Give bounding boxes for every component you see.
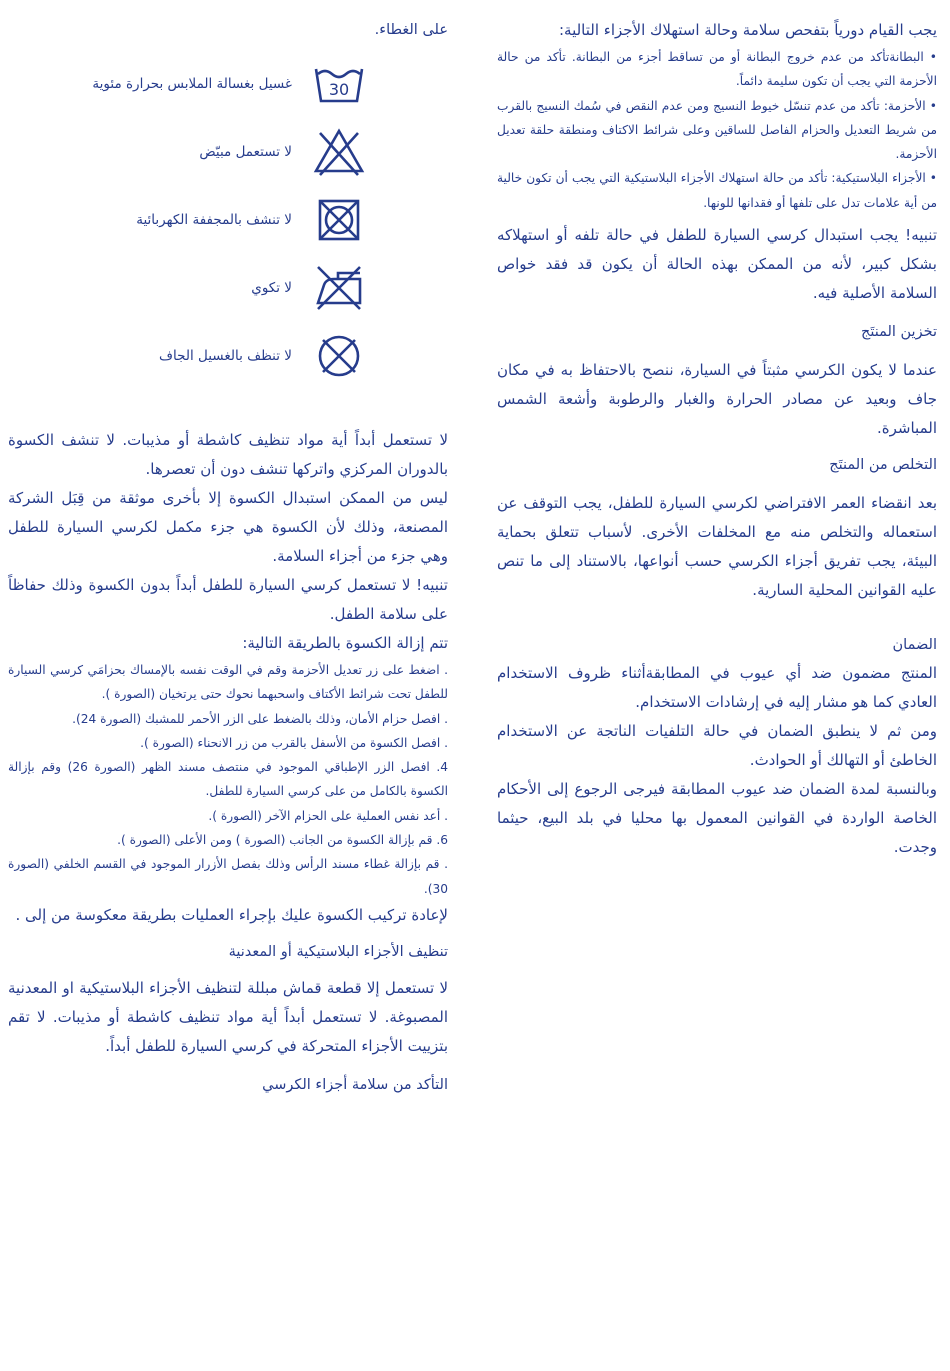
left-column [8, 0, 448, 1099]
check-plastic: • الأجزاء البلاستيكية: تأكد من حالة استهلاك الأجزاء البلاستيكية التي يجب أن تكون خالية من أية علامات تدل على تلفها أو فقدانها للونها. [497, 171, 937, 210]
warranty-title: الضمان [892, 637, 937, 654]
care-row-dryclean [8, 322, 368, 390]
wash-30-icon [310, 55, 368, 113]
check-belts: • الأحزمة: تأكد من عدم تنسّل خيوط النسيج ومن عدم النقص في سُمك النسيج بالقرب من شريط التعديل والحزام الفاصل للساقين وعلى شرائط الاكتاف ومنطقة حلقة تعديل الأحزمة. [497, 98, 937, 162]
replace-warning: تنبيه! يجب استبدال كرسي السيارة للطفل في حالة تلفه أو استهلاكه بشكل كبير، لأنه من الممكن بهذه الحالة أن يكون قد فقد خواص السلامة الأصلية فيه. [497, 226, 937, 303]
removal-step-4: 4. افصل الزر الإطباقي الموجود في منتصف مسند الظهر (الصورة 26) وقم بإزالة الكسوة بالكامل من على كرسي السيارة للطفل. [8, 760, 448, 799]
removal-step-5: . أعد نفس العملية على الحزام الآخر (الصورة ). [208, 808, 448, 823]
cleaning-para-3: تنبيه! لا تستعمل كرسي السيارة للطفل أبداً بدون الكسوة وذلك حفاظاً على سلامة الطفل. [8, 576, 448, 623]
warranty-para-2: ومن ثم لا ينطبق الضمان في حالة التلفيات الناتجة عن الاستخدام الخاطئ أو التهالك أو الحوادث. [497, 722, 937, 770]
check-lining: • البطانةتأكد من عدم خروج البطانة أو من تساقط أجزء من البطانة. تأكد من حالة الأحزمة التي يجب أن تكون سليمة دائماً. [497, 50, 937, 89]
no-dry-clean-icon [310, 327, 368, 385]
care-row-iron [8, 254, 368, 322]
removal-step-6: 6. قم بإزالة الكسوة من الجانب (الصورة ) ومن الأعلى (الصورة ). [117, 833, 448, 848]
care-symbols [8, 50, 368, 390]
care-row-bleach [8, 118, 368, 186]
care-text-dryclean: لا تنظف بالغسيل الجاف [159, 348, 292, 364]
removal-intro: تتم إزالة الكسوة بالطريقة التالية: [242, 634, 448, 652]
no-bleach-icon [310, 123, 368, 181]
storage-title: تخزين المنتَج [860, 324, 937, 341]
disposal-text: بعد انقضاء العمر الافتراضي لكرسي السيارة للطفل، يجب التوقف عن استعماله والتخلص منه مع المخلفات الأخرى. لأسباب تتعلق بحماية البيئة، يجب تفريق أجزاء الكرسي حسب أنواعها، بالاستناد إلى ما تنص عليه القوانين المحلية السارية. [497, 494, 937, 600]
care-text-iron: لا تكوي [251, 280, 292, 296]
plastic-title: تنظيف الأجزاء البلاستيكية أو المعدنية [228, 943, 448, 960]
cleaning-para-2: ليس من الممكن استبدال الكسوة إلا بأخرى موثقة من قِبَل الشركة المصنعة، وذلك لأن الكسوة هي جزء مكمل لكرسي السيارة للطفل وهي جزء من أجزاء السلامة. [8, 489, 448, 565]
safety-title: التأكد من سلامة أجزاء الكرسي [262, 1076, 448, 1093]
removal-step-3: . افصل الكسوة من الأسفل بالقرب من زر الانحناء (الصورة ). [140, 735, 448, 750]
refit-text: لإعادة تركيب الكسوة عليك بإجراء العمليات بطريقة معكوسة من إلى . [15, 905, 448, 924]
warranty-para-1: المنتج مضمون ضد أي عيوب في المطابقةأثناء ظروف الاستخدام العادي كما هو مشار إليه في إرشادات الاستخدام. [497, 664, 937, 712]
removal-step-1: . اضغط على زر تعديل الأحزمة وقم في الوقت نفسه بالإمساك بحزامَي كرسي السيارة للطفل تحت شرائط الأكتاف واسحبهما نحوك حتى يرتخيان (الصورة ). [8, 663, 448, 702]
no-iron-icon [310, 259, 368, 317]
plastic-text: لا تستعمل إلا قطعة قماش مبللة لتنظيف الأجزاء البلاستيكية او المعدنية المصبوغة. لا تستعمل أبداً أية مواد تنظيف كاشطة أو مذيبات. لا تقم بتزييت الأجزاء المتحركة في كرسي السيارة للطفل أبداً. [8, 978, 448, 1055]
care-row-wash [8, 50, 368, 118]
no-tumble-dry-icon [310, 191, 368, 249]
cleaning-para-1: لا تستعمل أبداً أية مواد تنظيف كاشطة أو مذيبات. لا تنشف الكسوة بالدوران المركزي واتركها تنشف دون أن تعصرها. [8, 431, 448, 478]
care-text-bleach: لا تستعمل مبيّض [199, 144, 292, 160]
care-title: على الغطاء. [374, 22, 448, 38]
removal-step-7: . قم بإزالة غطاء مسند الرأس وذلك بفصل الأزرار الموجود في القسم الخلفي (الصورة 30). [8, 857, 448, 896]
right-column [497, 0, 937, 862]
disposal-title: التخلص من المنتَج [829, 457, 937, 474]
care-text-dry: لا تنشف بالمجففة الكهربائية [136, 212, 292, 228]
care-text-wash: غسيل بغسالة الملابس بحرارة مئوية [92, 76, 292, 92]
svg-text:30: 30 [328, 80, 350, 99]
inspection-intro: يجب القيام دورياً بتفحص سلامة وحالة استهلاك الأجزاء التالية: [558, 21, 937, 39]
care-row-dry [8, 186, 368, 254]
removal-step-2: . افصل حزام الأمان، وذلك بالضغط على الزر الأحمر للمشبك (الصورة 24). [72, 711, 448, 726]
warranty-para-3: وبالنسبة لمدة الضمان ضد عيوب المطابقة فيرجى الرجوع إلى الأحكام الخاصة الواردة في القوانين المعمول بها محليا في بلد البيع، حيثما وجدت. [497, 780, 937, 857]
storage-text: عندما لا يكون الكرسي مثبتاً في السيارة، ننصح بالاحتفاظ به في مكان جاف وبعيد عن مصادر الحرارة والغبار والرطوبة وأشعة الشمس المباشرة. [497, 361, 937, 438]
